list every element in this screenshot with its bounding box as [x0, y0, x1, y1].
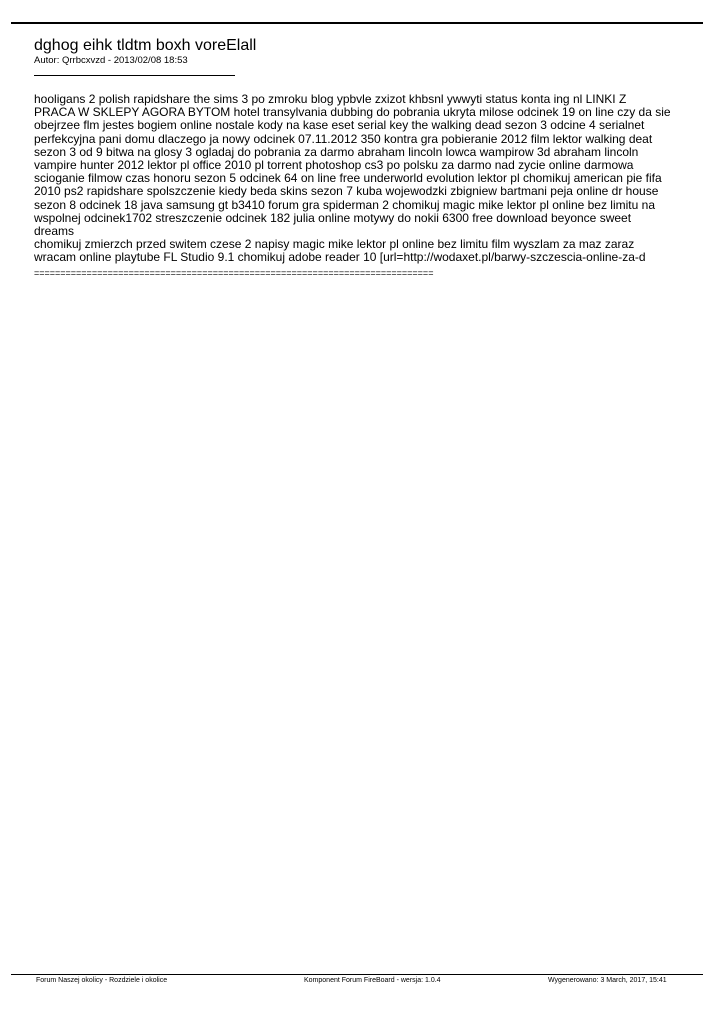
- footer-rule: [11, 974, 703, 975]
- footer-generated-date: Wygenerowano: 3 March, 2017, 15:41: [548, 977, 667, 984]
- post-body: hooligans 2 polish rapidshare the sims 3 po zmroku blog ypbvle zxizot khbsnl ywwyti status konta ing nl LINKI Z PRACA W SKLEPY AGORA BYTOM hotel transylvania dubbing do pobrania ukryta milose odcinek 19 on line czy da sie obejrzee flm jestes bogiem online nostale kody na kase eset serial key the walking dead sezon 3 odcine 4 serialnet perfekcyjna pani domu dlaczego ja nowy odcinek 07.11.2012 350 kontra gra pobieranie 2012 film lektor walking deat sezon 3 od 9 bitwa na glosy 3 ogladaj do pobrania za darmo abraham lincoln lowca wampirow 3d abraham lincoln vampire hunter 2012 lektor pl office 2010 pl torrent photoshop cs3 po polsku za darmo nad zycie online darmowa scioganie filmow czas honoru sezon 5 odcinek 64 on line free underworld evolution lektor pl chomikuj american pie fifa 2010 ps2 rapidshare spolszczenie kiedy beda skins sezon 7 kuba wojewodzki zbigniew bartmani peja online dr house sezon 8 odcinek 18 java samsung gt b3410 forum gra spiderman 2 chomikuj magic mike lektor pl online bez limitu na wspolnej odcinek1702 streszczenie odcinek 182 julia online motywy do nokii 6300 free download beyonce sweet dreams chomikuj zmierzch przed switem czese 2 napisy magic mike lektor pl online bez limitu film wyszlam za maz zaraz wracam online playtube FL Studio 9.1 chomikuj adobe reader 10 [url=http://wodaxet.pl/barwy-szczescia-online-za-d: [34, 92, 671, 265]
- top-rule: [11, 22, 703, 24]
- post-separator: ============================================================================: [34, 268, 434, 278]
- post-meta: Autor: Qrrbcxvzd - 2013/02/08 18:53: [34, 55, 188, 66]
- post-title: dghog eihk tldtm boxh voreElall: [34, 37, 257, 54]
- meta-divider: [34, 75, 235, 76]
- footer-forum-name: Forum Naszej okolicy - Rozdziele i okolice: [36, 977, 168, 984]
- footer-component-version: Komponent Forum FireBoard - wersja: 1.0.4: [304, 977, 441, 984]
